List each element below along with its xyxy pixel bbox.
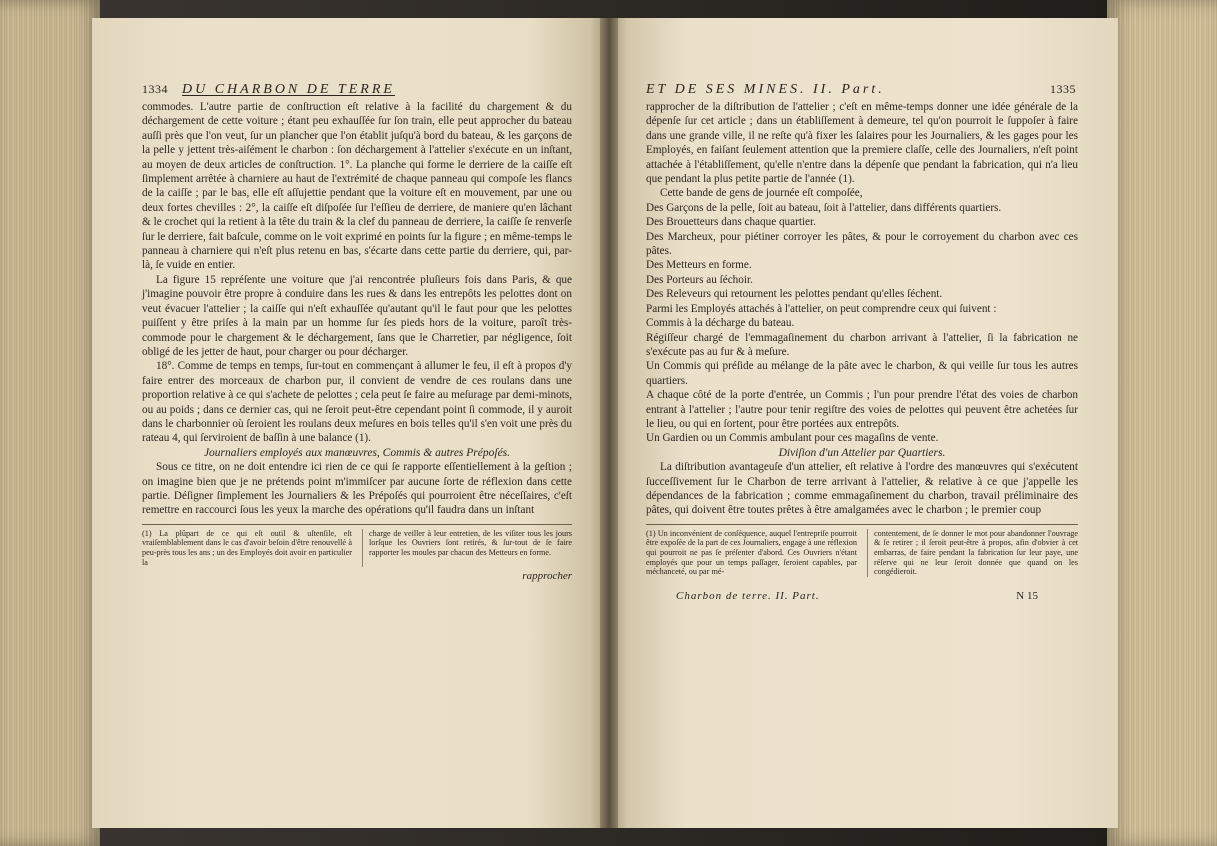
left-body-text (142, 100, 572, 584)
list-item: Un Commis qui préſide au mélange de la pâte avec le charbon, & qui veille ſur tous les autres quartiers. (646, 360, 1078, 387)
right-running-title: ET DE SES MINES. II. Part. (646, 82, 885, 97)
right-paragraph-2: La diſtribution avantageuſe d'un attelier, eſt relative à l'ordre des manœuvres qui s'exécutent ſucceſſivement ſur le Charbon de terre arrivant à l'attelier, & relative à ce que j'appelle les dépendances de la fabrication ; comme emmagaſinement du charbon, travail préliminaire des pâtes, qui doivent être toutes prêtes à être amalgamées avec le charbon ; le premier coup (646, 461, 1078, 517)
left-footnote-col-2: charge de veiller à leur entretien, de les viſiter tous les jours lorſque les Ouvriers ſont retirés, & ſur-tout de ſe faire rapporter les moules par chacun des Metteurs en forme. (362, 529, 572, 567)
list-item: Parmi les Employés attachés à l'attelier, on peut comprendre ceux qui ſuivent : (646, 302, 997, 315)
right-body-text (646, 100, 1078, 603)
list-item: Des Metteurs en forme. (646, 259, 752, 272)
list-item: A chaque côté de la porte d'entrée, un Commis ; l'un pour prendre l'état des voies de charbon entrant à l'attelier ; l'autre pour tenir regiſtre des voies de pelottes qui peuvent être achetées ſur le lieu, ou qui en ſortent, pour être portées aux entrepôts. (646, 389, 1078, 430)
list-item: Des Releveurs qui retournent les pelottes pendant qu'elles ſéchent. (646, 288, 943, 301)
right-footnote-rule (646, 524, 1078, 525)
list-item: Des Brouetteurs dans chaque quartier. (646, 216, 816, 229)
list-item: Régiſſeur chargé de l'emmagaſinement du charbon arrivant à l'attelier, ſi la fabrication ne s'exécute pas au fur & à meſure. (646, 331, 1078, 358)
right-subheading: Diviſion d'un Attelier par Quartiers. (778, 446, 946, 459)
left-footnote-col-1: (1) La plûpart de ce qui eſt outil & uſtenſile, eſt vraiſemblablement dans le cas d'avoir beſoin d'être renouvellé à peu-près tous les ans ; un des Employés doit avoir en particulier la (142, 528, 352, 567)
right-footnote-col-2: contentement, de ſe donner le mot pour abandonner l'ouvrage & ſe retirer ; il ſeroit peut-être à propos, afin d'obvier à cet embarras, de faire pendant la fabrication ſur leur paye, une réſerve qui ne leur ſeroit donnée que quand on les congédieroit. (867, 529, 1078, 577)
left-running-title: DU CHARBON DE TERRE (182, 82, 395, 97)
list-item: Des Marcheux, pour piétiner corroyer les pâtes, & pour le corroyement du charbon avec ces pâtes. (646, 230, 1078, 258)
list-item: Commis à la décharge du bateau. (646, 317, 795, 330)
left-paragraph-2: La figure 15 repréſente une voiture que j'ai rencontrée pluſieurs fois dans Paris, & que j'imagine pouvoir être propre à conduire dans les rues & dans les entrepôts les pelottes dont on veut évacuer l'attelier ; la caiſſe qui n'eſt exhauſſée qu'autant qu'il le faut pour que les pelottes puiſſent y être priſes à la main par un homme ſur ſes pieds hors de la voiture, paroît très-commode pour le chargement & le déchargement, ſans que le Charretier, par négligence, ſoit obligé de les jetter de haut, pour charger ou pour décharger. (142, 273, 572, 358)
left-running-head (142, 82, 572, 98)
left-page-edges (0, 0, 100, 846)
left-subheading: Journaliers employés aux manœuvres, Commis & autres Prépoſés. (203, 446, 511, 459)
right-running-head (646, 82, 1076, 98)
right-paragraph-1: rapprocher de la diſtribution de l'attelier ; c'eſt en même-temps donner une idée générale de la dépenſe ſur cet article ; dans un établiſſement à demeure, tel qu'on pourroit le ſuppoſer à faire dans une grande ville, il ne reſte qu'à fixer les ſalaires pour les Journaliers, & les gages pour les Employés, en faiſant ſeulement attention que la premiere claſſe, celle des Journaliers, n'eſt point attachée à l'établiſſement, qu'elle n'entre dans la dépenſe que pendant la fabrication, qui n'a lieu que pendant la plus petite partie de l'année (1). (646, 101, 1078, 186)
list-item: Un Gardien ou un Commis ambulant pour ces magaſins de vente. (646, 432, 939, 445)
left-paragraph-3: 18°. Comme de temps en temps, ſur-tout en commençant à allumer le feu, il eſt à propos d'y faire entrer des morceaux de charbon pur, il convient de vendre de ces roulans dans une proportion relative à ce qui s'achete de pelottes ; cela peut ſe faire au meſurage par demi-minots, ou au poids ; dans ce dernier cas, qui ne ſeroit peut-être cependant point ſi commode, il y auroit dans le charbonnier où ſeroient les roulans deux meſures en bois telles qu'il s'en voit une près du rateau 4, qui ſerviroient de baſſin à une balance (1). (142, 360, 572, 445)
signature-text: Charbon de terre. II. Part. (676, 589, 820, 602)
right-intro: Cette bande de gens de journée eſt compoſée, (660, 187, 863, 200)
left-page-number: 1334 (142, 82, 168, 96)
book-gutter (600, 18, 618, 828)
right-page-edges (1107, 0, 1217, 846)
right-footnote-col-1: (1) Un inconvénient de conſéquence, auquel l'entrepriſe pourroit être expoſée de la part de ces Journaliers, engage à une réflexion qui pourroit ne pas ſe préſenter d'abord. Ces Ouvriers n'étant employés que pour un temps paſſager, ſeroient capables, par méchanceté, ou par mé- (646, 528, 857, 577)
left-paragraph-4: Sous ce titre, on ne doit entendre ici rien de ce qui ſe rapporte eſſentiellement à la geſtion ; on imagine bien que je ne prétends point m'immiſcer par aucune ſorte de réflexion dans cette partie. Déſigner ſimplement les Journaliers & les Prépoſés qui pourroient être néceſſaires, c'eſt remettre en raccourci ſous les yeux la marche des opérations qu'il faudra dans un inſtant (142, 461, 572, 517)
signature-mark: N 15 (1016, 589, 1038, 602)
right-footnotes (646, 529, 1078, 577)
right-page-number: 1335 (1050, 82, 1076, 96)
list-item: Des Porteurs au ſéchoir. (646, 273, 753, 286)
list-item: Des Garçons de la pelle, ſoit au bateau, ſoit à l'attelier, dans différents quartiers. (646, 201, 1002, 214)
left-footnotes (142, 529, 572, 567)
right-list (646, 201, 1078, 446)
left-catchword: rapprocher (522, 570, 572, 583)
signature-line (646, 589, 1078, 603)
left-paragraph-1: commodes. L'autre partie de conſtruction eſt relative à la facilité du chargement & du déchargement de cette voiture ; étant peu exhauſſée ſur ſon train, elle peut approcher du bateau auſſi près que l'on veut, ſur un plancher que l'on établit juſqu'à bord du bateau, & les garçons de la pelle y jettent très-aiſément le charbon : ſon déchargement à l'attelier s'exécute en un inſtant, au moyen de deux articles de conſtruction. 1°. La planche qui forme le derriere de la caiſſe eſt ſimplement arrêtée à charniere au haut de l'extrémité de chaque panneau qui compoſe les flancs de la caiſſe ; par le bas, elle eſt aſſujettie pendant que la voiture eſt en mouvement, par une ou deux fortes chevilles : 2°, la caiſſe eſt diſpoſée ſur l'eſſieu de derriere, de maniere qu'en lâchant & le crochet qui la retient à la tête du train & la clef du panneau de derriere, la caiſſe ſe renverſe ſur le derriere, fait baſcule, comme on le voit exprimé en points ſur la figure ; en même-temps le panneau à charniere qui n'eſt plus retenu en bas, s'écarte dans cette partie du derriere, qui, par-là, ſe vuide en entier. (142, 101, 572, 272)
left-footnote-rule (142, 524, 572, 525)
